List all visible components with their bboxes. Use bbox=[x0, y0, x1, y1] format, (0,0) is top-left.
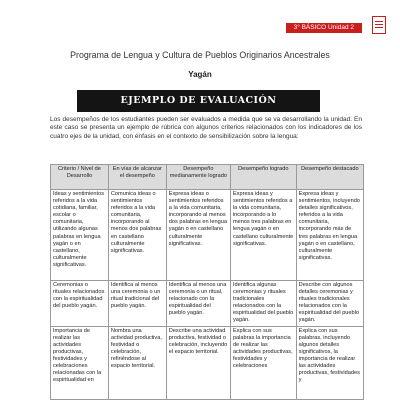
table-cell: Importancia de realizar las actividades productivas, festividades y celebraciones relacionadas con la espiritualidad en bbox=[51, 326, 109, 399]
table-header-row bbox=[51, 165, 364, 190]
table-cell: Ceremonias o rituales relacionados con la espiritualidad del pueblo yagán. bbox=[51, 281, 109, 327]
table-cell: Explica con sus palabras, incluyendo algunos detalles significativos, la importancia de realizar las actividades productivas, festividades y bbox=[296, 326, 363, 399]
table-cell: Explica con sus palabras la importancia de realizar las actividades productivas, festividades y celebraciones bbox=[230, 326, 296, 399]
table-cell: Identifica algunas ceremonias y rituales tradicionales relacionados con la espiritualidad del pueblo yagán. bbox=[230, 281, 296, 327]
table-cell: Describe con algunos detalles ceremonias y rituales tradicionales relacionados con la espiritualidad del pueblo yagán. bbox=[296, 281, 363, 327]
header-cell-logrado: Desempeño logrado bbox=[230, 165, 296, 190]
table-cell: Comunica ideas o sentimientos referidos a la vida comunitaria, incorporando al menos dos palabras en castellano culturalmente significativas. bbox=[108, 190, 166, 281]
table-cell: Expresa ideas y sentimientos referidos a la vida comunitaria, incorporando a lo menos tres palabras en lengua yagán o en castellano culturalmente significativas. bbox=[230, 190, 296, 281]
header-cell-destacado: Desempeño destacado bbox=[296, 165, 363, 190]
table-cell: Identifica al menos una ceremonia o un ritual tradicional del pueblo yagán. bbox=[108, 281, 166, 327]
rubric-table bbox=[50, 164, 364, 400]
table-cell: Expresa ideas y sentimientos, incluyendo detalles significativos, referidos a la vida comunitaria, incorporando más de tres palabras en lengua yagán o en castellano, culturalmente significativas. bbox=[296, 190, 363, 281]
table-row bbox=[51, 326, 364, 399]
table-cell: Ideas y sentimientos referidos a la vida cotidiana, familiar, escolar o comunitaria, utilizando algunas palabras en lengua yagán o en castellano, culturalmente significativas. bbox=[51, 190, 109, 281]
language-subtitle: Yagán bbox=[188, 70, 212, 79]
program-title: Programa de Lengua y Cultura de Pueblos Originarios Ancestrales bbox=[70, 50, 330, 60]
header-cell-en-vias: En vías de alcanzar el desempeño bbox=[108, 165, 166, 190]
table-cell: Describe una actividad productiva, festividad o celebración, incluyendo el espacio territorial. bbox=[166, 326, 230, 399]
header-cell-medianamente: Desempeño medianamente logrado bbox=[166, 165, 230, 190]
table-row bbox=[51, 190, 364, 281]
grade-unit-badge: 3° BÁSICO Unidad 2 bbox=[286, 23, 362, 33]
section-banner: EJEMPLO DE EVALUACIÓN bbox=[77, 90, 320, 112]
header-cell-criterio: Criterio / Nivel de Desarrollo bbox=[51, 165, 109, 190]
document-icon bbox=[372, 16, 386, 34]
table-cell: Nombra una actividad productiva, festividad o celebración, refiriéndose al espacio territorial. bbox=[108, 326, 166, 399]
table-cell: Expresa ideas o sentimientos referidos a la vida comunitaria, incorporando al menos dos palabras en lengua yagán o en castellano culturalmente significativas. bbox=[166, 190, 230, 281]
intro-paragraph: Los desempeños de los estudiantes pueden ser evaluados a medida que se va desarrollando la unidad. En este caso se presenta un ejemplo de rúbrica con algunos criterios relacionados con los indicadores de los cuatro ejes de la unidad, con énfasis en el contexto de sensibilización sobre la lengua: bbox=[50, 116, 362, 140]
table-row bbox=[51, 281, 364, 327]
table-cell: Identifica al menos una ceremonia o un ritual, relacionado con la espiritualidad del pueblo yagán. bbox=[166, 281, 230, 327]
